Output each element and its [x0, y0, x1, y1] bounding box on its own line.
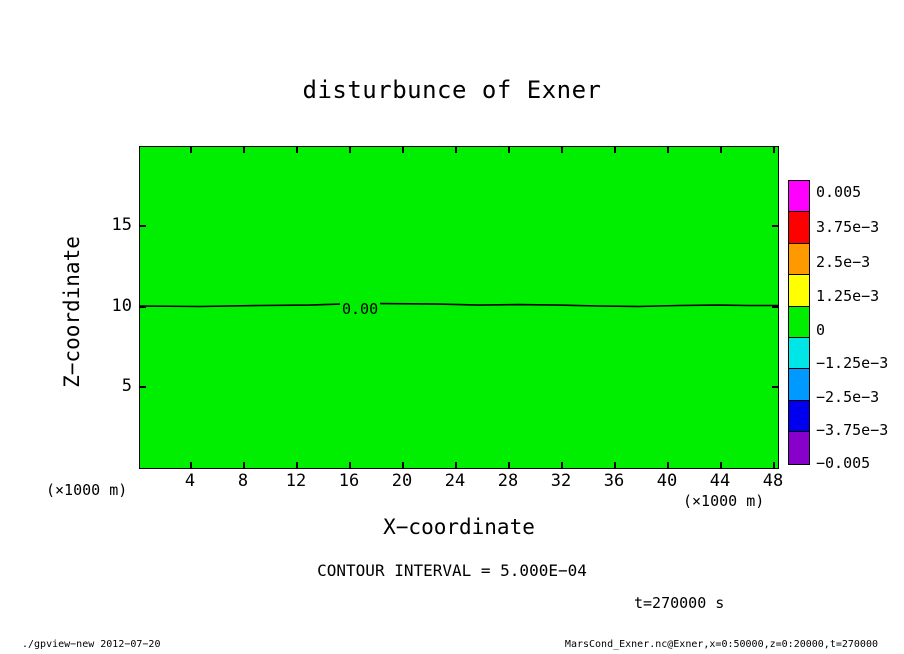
colorbar-tick-label: −0.005 — [816, 454, 871, 472]
x-tick-label: 40 — [656, 471, 678, 491]
x-tick — [190, 462, 192, 469]
x-tick-top — [349, 146, 351, 153]
y-tick — [139, 225, 146, 227]
x-tick-top — [508, 146, 510, 153]
x-tick — [243, 462, 245, 469]
x-tick — [773, 462, 775, 469]
colorbar-tick-label: 0 — [816, 321, 826, 339]
colorbar-tick-label: 3.75e−3 — [816, 218, 880, 236]
y-tick-right — [772, 386, 779, 388]
x-axis-title: X−coordinate — [383, 515, 535, 539]
colorbar-tick-label: −3.75e−3 — [816, 421, 889, 439]
y-tick-label: 10 — [111, 296, 132, 316]
x-tick-label: 36 — [603, 471, 625, 491]
colorbar — [788, 180, 810, 465]
x-tick-top — [190, 146, 192, 153]
y-axis-title: Z−coordinate — [60, 236, 84, 388]
y-tick — [139, 386, 146, 388]
x-tick — [561, 462, 563, 469]
contour-label: 0.00 — [342, 300, 379, 318]
colorbar-tick-label: 0.005 — [816, 183, 862, 201]
x-axis-unit: (×1000 m) — [683, 492, 765, 510]
x-tick — [402, 462, 404, 469]
x-tick — [455, 462, 457, 469]
x-tick — [667, 462, 669, 469]
colorbar-cell — [789, 244, 809, 275]
y-tick-label: 5 — [121, 376, 132, 396]
footer-right-text: MarsCond_Exner.nc@Exner,x=0:50000,z=0:20000,t=270000 — [564, 639, 878, 650]
colorbar-cell — [789, 212, 809, 243]
x-tick-label: 48 — [762, 471, 784, 491]
x-tick-top — [614, 146, 616, 153]
time-label: t=270000 s — [634, 594, 725, 612]
x-tick-label: 16 — [338, 471, 360, 491]
colorbar-tick-label: 1.25e−3 — [816, 287, 880, 305]
colorbar-cell — [789, 369, 809, 400]
colorbar-cell — [789, 338, 809, 369]
y-tick — [139, 306, 146, 308]
x-tick-top — [296, 146, 298, 153]
y-tick-right — [772, 306, 779, 308]
x-tick-label: 12 — [285, 471, 307, 491]
x-tick-top — [667, 146, 669, 153]
x-tick-label: 24 — [444, 471, 466, 491]
x-tick — [614, 462, 616, 469]
colorbar-cell — [789, 432, 809, 463]
x-tick-label: 8 — [237, 471, 249, 491]
chart-title: disturbunce of Exner — [302, 76, 602, 104]
colorbar-cell — [789, 401, 809, 432]
x-tick-top — [561, 146, 563, 153]
x-tick-top — [402, 146, 404, 153]
x-tick-label: 44 — [709, 471, 731, 491]
colorbar-tick-label: −2.5e−3 — [816, 388, 880, 406]
colorbar-tick-label: −1.25e−3 — [816, 354, 889, 372]
y-tick-label: 15 — [111, 215, 132, 235]
x-tick — [296, 462, 298, 469]
contour-interval-text: CONTOUR INTERVAL = 5.000E−04 — [317, 561, 587, 580]
x-tick-label: 4 — [184, 471, 196, 491]
colorbar-tick-label: 2.5e−3 — [816, 253, 871, 271]
x-tick-top — [455, 146, 457, 153]
contour-line-zero — [140, 147, 778, 468]
x-tick-label: 20 — [391, 471, 413, 491]
x-tick-top — [773, 146, 775, 153]
colorbar-cell — [789, 275, 809, 306]
y-axis-unit: (×1000 m) — [46, 481, 128, 499]
x-tick-label: 28 — [497, 471, 519, 491]
plot-area — [139, 146, 779, 469]
x-tick-top — [243, 146, 245, 153]
x-tick — [508, 462, 510, 469]
x-tick — [349, 462, 351, 469]
colorbar-cell — [789, 307, 809, 338]
colorbar-cell — [789, 181, 809, 212]
x-tick-label: 32 — [550, 471, 572, 491]
footer-left-text: ./gpview−new 2012−07−20 — [22, 639, 161, 650]
x-tick — [720, 462, 722, 469]
x-tick-top — [720, 146, 722, 153]
y-tick-right — [772, 225, 779, 227]
